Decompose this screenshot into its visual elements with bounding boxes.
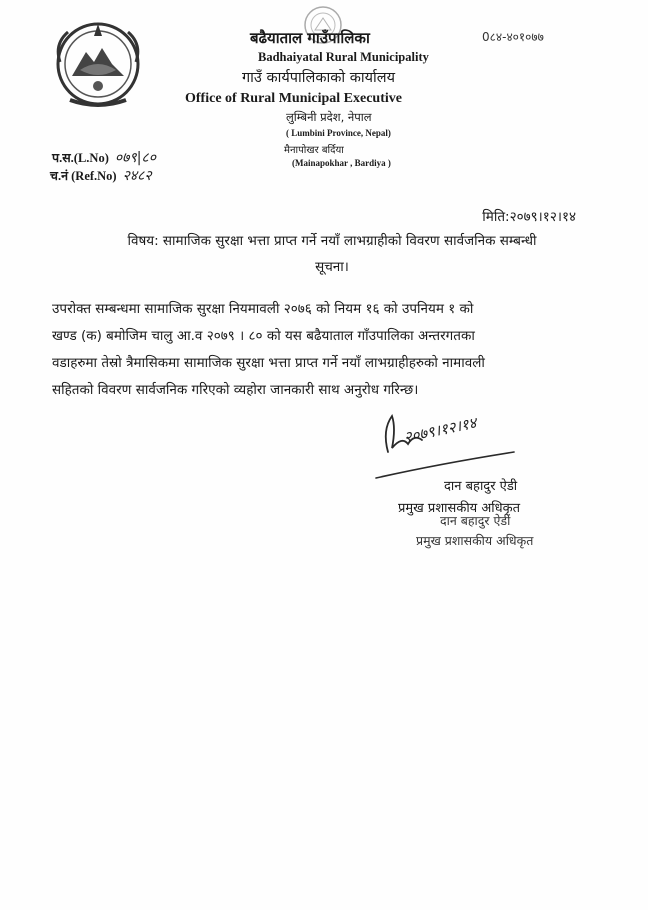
municipality-name-en: Badhaiyatal Rural Municipality bbox=[258, 50, 429, 64]
municipality-name-ne: बढैयाताल गाउँपालिका bbox=[250, 29, 370, 47]
province-ne: लुम्बिनी प्रदेश, नेपाल bbox=[286, 110, 372, 124]
letter-number-value: ०७९|८० bbox=[114, 150, 156, 166]
location-ne: मैनापोखर बर्दिया bbox=[284, 145, 344, 156]
province-en: ( Lumbini Province, Nepal) bbox=[286, 128, 391, 138]
letter-number bbox=[52, 148, 156, 167]
location-en: (Mainapokhar , Bardiya ) bbox=[292, 158, 391, 168]
stamp-name: दान बहादुर ऐडी bbox=[440, 513, 511, 528]
body-line-1: उपरोक्त सम्बन्धमा सामाजिक सुरक्षा नियमावली २०७६ को नियम १६ को उपनियम १ को bbox=[52, 301, 474, 317]
letter-date: मिति:२०७९।१२।१४ bbox=[482, 209, 576, 225]
signatory-title: प्रमुख प्रशासकीय अधिकृत bbox=[398, 501, 521, 516]
subject-line-1: विषय: सामाजिक सुरक्षा भत्ता प्राप्त गर्ने नयाँ लाभग्राहीको विवरण सार्वजनिक सम्बन्धी bbox=[127, 233, 537, 249]
body-line-4: सहितको विवरण सार्वजनिक गरिएको व्यहोरा जानकारी साथ अनुरोध गरिन्छ। bbox=[52, 382, 419, 398]
reference-number bbox=[50, 166, 152, 185]
subject bbox=[72, 228, 592, 280]
reference-number-value: २४८२ bbox=[122, 168, 152, 184]
office-name-ne: गाउँ कार्यपालिकाको कार्यालय bbox=[242, 70, 396, 86]
body-line-3: वडाहरुमा तेस्रो त्रैमासिकमा सामाजिक सुरक्षा भत्ता प्राप्त गर्ने नयाँ लाभग्राहीहरुको नामावली bbox=[52, 355, 485, 371]
nepal-emblem-icon bbox=[50, 14, 146, 110]
office-name-en: Office of Rural Municipal Executive bbox=[185, 91, 402, 106]
handwritten-date: २०७९।१२।१४ bbox=[402, 413, 479, 447]
reference-number-label: च.नं (Ref.No) bbox=[50, 169, 117, 183]
phone-number: 0८४-४०१०७७ bbox=[482, 30, 544, 44]
stamp-title: प्रमुख प्रशासकीय अधिकृत bbox=[416, 533, 534, 548]
signatory-name: दान बहादुर ऐडी bbox=[444, 479, 518, 494]
letter-number-label: प.स.(L.No) bbox=[52, 151, 109, 165]
body-line-2: खण्ड (क) बमोजिम चालु आ.व २०७९ । ८० को यस बढैयाताल गाँउपालिका अन्तरगतका bbox=[52, 328, 475, 344]
subject-line-2: सूचना। bbox=[315, 259, 349, 275]
